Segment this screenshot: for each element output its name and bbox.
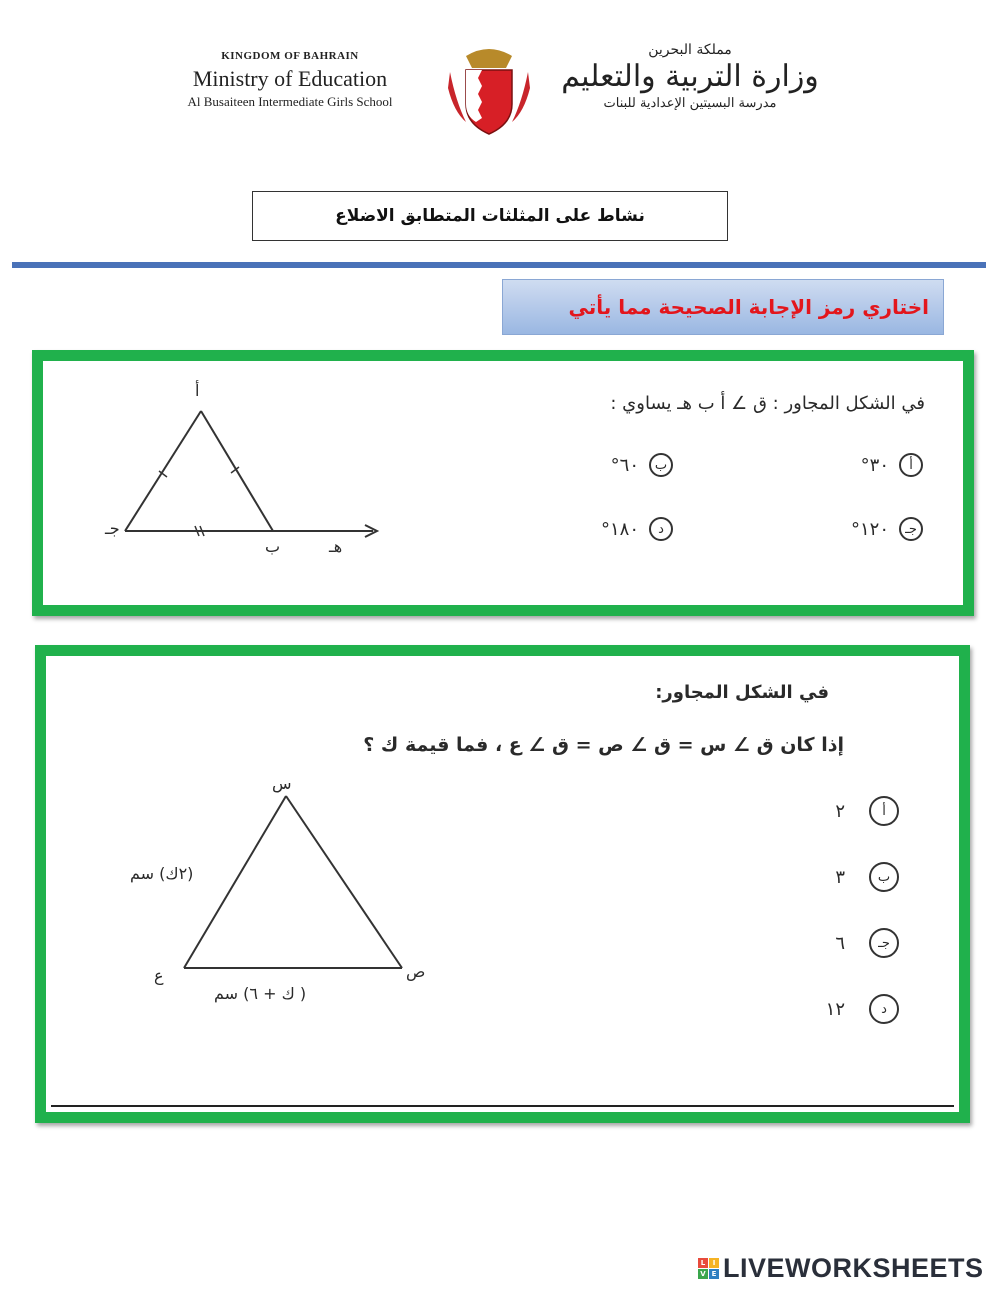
kingdom-label: KINGDOM OF BAHRAIN: [221, 50, 359, 62]
english-header: [150, 50, 430, 110]
q2-option-b[interactable]: [835, 862, 899, 892]
vertex-label-top: أ: [195, 381, 200, 400]
vertex-label-left: جـ: [105, 519, 120, 538]
q2-prompt-line2: إذا كان ق ∠ س = ق ∠ ص = ق ∠ ع ، فما قيمة ك ؟: [363, 734, 844, 756]
option-letter: جـ: [899, 517, 923, 541]
ar-kingdom-label: مملكة البحرين: [648, 42, 732, 58]
liveworksheets-brand: [698, 1253, 984, 1284]
q2-option-c[interactable]: [835, 928, 899, 958]
option-value: ١٢٠°: [850, 518, 889, 540]
bahrain-emblem-icon: [446, 42, 532, 136]
option-value: ١٨٠°: [600, 518, 639, 540]
vertex-label-left: ع: [154, 966, 164, 985]
q1-option-b[interactable]: [611, 453, 673, 477]
q1-option-d[interactable]: [601, 517, 673, 541]
option-value: ٢: [835, 800, 845, 822]
vertex-label-right: هـ: [329, 537, 343, 556]
vertex-label-top: س: [272, 774, 292, 793]
option-letter: جـ: [869, 928, 899, 958]
vertex-label-mid: ب: [265, 537, 281, 556]
option-value: ٣٠°: [860, 454, 889, 476]
ar-school-label: مدرسة البسيتين الإعدادية للبنات: [603, 96, 777, 111]
divider: [12, 262, 986, 268]
q1-triangle-figure: [103, 391, 403, 541]
q2-option-a[interactable]: [835, 796, 899, 826]
brand-text: LIVEWORKSHEETS: [723, 1253, 984, 1283]
option-letter: أ: [869, 796, 899, 826]
option-letter: د: [649, 517, 673, 541]
arabic-header: [545, 42, 835, 111]
option-value: ٦: [835, 932, 845, 954]
option-value: ١٢: [825, 998, 845, 1020]
vertex-label-right: ص: [406, 962, 426, 981]
option-value: ٦٠°: [610, 454, 639, 476]
q1-option-a[interactable]: [861, 453, 923, 477]
ministry-label: Ministry of Education: [192, 66, 388, 91]
side-label-left: (٢ك) سم: [130, 864, 194, 883]
q1-prompt: في الشكل المجاور : ق ∠ أ ب هـ يساوي :: [610, 393, 925, 414]
question-card-1: [32, 350, 974, 616]
side-label-base: ( ك + ٦) سم: [214, 984, 307, 1003]
option-letter: ب: [649, 453, 673, 477]
card-bottom-line: [51, 1105, 954, 1107]
worksheet-title: نشاط على المثلثات المتطابق الاضلاع: [252, 191, 728, 241]
option-letter: أ: [899, 453, 923, 477]
q1-option-c[interactable]: [851, 517, 923, 541]
option-letter: د: [869, 994, 899, 1024]
q2-triangle-figure: [166, 786, 416, 986]
instruction-banner: اختاري رمز الإجابة الصحيحة مما يأتي: [502, 279, 944, 335]
option-letter: ب: [869, 862, 899, 892]
option-value: ٣: [835, 866, 845, 888]
q2-option-d[interactable]: [826, 994, 899, 1024]
question-card-2: [35, 645, 970, 1123]
school-label: Al Busaiteen Intermediate Girls School: [187, 94, 393, 109]
ar-ministry-label: وزارة التربية والتعليم: [561, 59, 819, 94]
q2-prompt-line1: في الشكل المجاور:: [655, 682, 829, 703]
brand-logo-icon: L I V E: [698, 1258, 719, 1279]
